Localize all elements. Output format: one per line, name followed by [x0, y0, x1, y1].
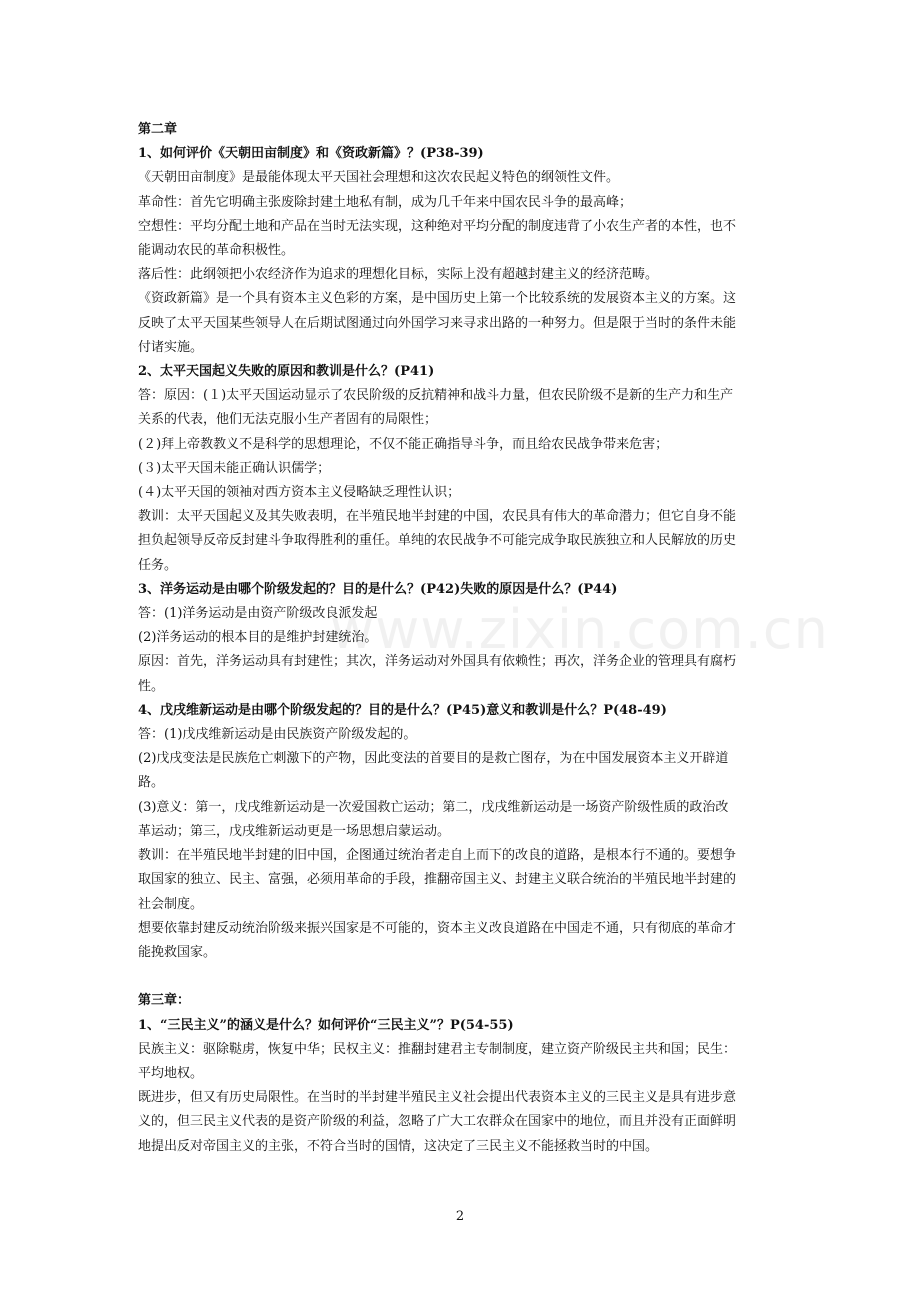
watermark: www.zixin.com.cn — [330, 598, 829, 661]
text-line: 答：原因：(１)太平天国运动显示了农民阶级的反抗精神和战斗力量，但农民阶级不是新的生产力和生产 — [138, 388, 734, 404]
text-line: 答：(1)戊戌维新运动是由民族资产阶级发起的。 — [138, 727, 417, 743]
text-line: 民族主义：驱除鞑虏，恢复中华；民权主义：推翻封建君主专制制度，建立资产阶级民主共和国；民生： — [138, 1041, 737, 1057]
text-line: 担负起领导反帝反封建斗争取得胜利的重任。单纯的农民战争不可能完成争取民族独立和人民解放的历史 — [138, 533, 737, 549]
text-line: 路。 — [138, 775, 165, 791]
text-line: 革运动；第三，戊戌维新运动更是一场思想启蒙运动。 — [138, 823, 451, 839]
text-line: 革命性：首先它明确主张废除封建土地私有制，成为几千年来中国农民斗争的最高峰； — [138, 194, 633, 210]
heading-line: 第二章 — [138, 122, 178, 137]
text-line: 能调动农民的革命积极性。 — [138, 243, 295, 259]
page-number: 2 — [455, 1209, 465, 1224]
heading-line: 2、太平天国起义失败的原因和教训是什么？(P41) — [138, 364, 435, 380]
text-line: 答：(1)洋务运动是由资产阶级改良派发起 — [138, 606, 378, 622]
text-line: 性。 — [138, 678, 165, 694]
heading-line: 3、洋务运动是由哪个阶级发起的？目的是什么？(P42)失败的原因是什么？(P44) — [138, 581, 618, 597]
heading-line: 1、如何评价《天朝田亩制度》和《资政新篇》？(P38-39) — [138, 146, 484, 162]
text-line: 平均地权。 — [138, 1065, 204, 1081]
text-line: 关系的代表，他们无法克服小生产者固有的局限性； — [138, 412, 438, 428]
heading-line: 1、“三民主义”的涵义是什么？如何评价“三民主义”？P(54-55) — [138, 1017, 514, 1033]
text-line: 取国家的独立、民主、富强，必须用革命的手段，推翻帝国主义、封建主义联合统治的半殖民地半封建的 — [138, 872, 737, 888]
text-line: 地提出反对帝国主义的主张，不符合当时的国情，这决定了三民主义不能拯救当时的中国。 — [138, 1138, 659, 1154]
text-line: 教训：在半殖民地半封建的旧中国，企图通过统治者走自上而下的改良的道路，是根本行不通的。要想争 — [138, 848, 737, 864]
text-line: (２)拜上帝教教义不是科学的思想理论，不仅不能正确指导斗争，而且给农民战争带来危害； — [138, 436, 669, 452]
text-line: 付诸实施。 — [138, 339, 204, 355]
text-line: (４)太平天国的领袖对西方资本主义侵略缺乏理性认识； — [138, 485, 461, 501]
text-line: 任务。 — [138, 557, 178, 573]
text-line: 既进步，但又有历史局限性。在当时的半封建半殖民主义社会提出代表资本主义的三民主义是具有进步意 — [138, 1090, 737, 1106]
text-line: 《天朝田亩制度》是最能体现太平天国社会理想和这次农民起义特色的纲领性文件。 — [138, 170, 620, 186]
document-body — [138, 118, 786, 1159]
text-line: (2)戊戌变法是民族危亡刺激下的产物，因此变法的首要目的是救亡图存，为在中国发展资本主义开辟道 — [138, 751, 729, 767]
text-line: (3)意义：第一，戊戌维新运动是一次爱国救亡运动；第二，戊戌维新运动是一场资产阶级性质的政治改 — [138, 799, 729, 815]
text-line: (2)洋务运动的根本目的是维护封建统治。 — [138, 630, 378, 646]
text-line: 反映了太平天国某些领导人在后期试图通过向外国学习来寻求出路的一种努力。但是限于当时的条件未能 — [138, 315, 737, 331]
text-line: 义的，但三民主义代表的是资产阶级的利益，忽略了广大工农群众在国家中的地位，而且并没有正面鲜明 — [138, 1114, 737, 1130]
text-line: 空想性：平均分配土地和产品在当时无法实现，这种绝对平均分配的制度违背了小农生产者的本性，也不 — [138, 218, 737, 234]
text-line: 教训：太平天国起义及其失败表明，在半殖民地半封建的中国，农民具有伟大的革命潜力；但它自身不能 — [138, 509, 737, 525]
blank-line — [138, 965, 786, 989]
text-line: 《资政新篇》是一个具有资本主义色彩的方案，是中国历史上第一个比较系统的发展资本主义的方案。这 — [138, 291, 737, 307]
text-line: 原因：首先，洋务运动具有封建性；其次，洋务运动对外国具有依赖性；再次，洋务企业的管理具有腐朽 — [138, 654, 737, 670]
text-line: 能挽救国家。 — [138, 944, 217, 960]
text-line: (３)太平天国未能正确认识儒学； — [138, 460, 331, 476]
heading-line: 第三章： — [138, 993, 191, 1009]
text-line: 落后性：此纲领把小农经济作为追求的理想化目标，实际上没有超越封建主义的经济范畴。 — [138, 267, 659, 283]
text-line: 社会制度。 — [138, 896, 204, 912]
heading-line: 4、戊戌维新运动是由哪个阶级发起的？目的是什么？(P45)意义和教训是什么？P(48-49) — [138, 702, 667, 718]
text-line: 想要依靠封建反动统治阶级来振兴国家是不可能的，资本主义改良道路在中国走不通，只有彻底的革命才 — [138, 920, 737, 936]
